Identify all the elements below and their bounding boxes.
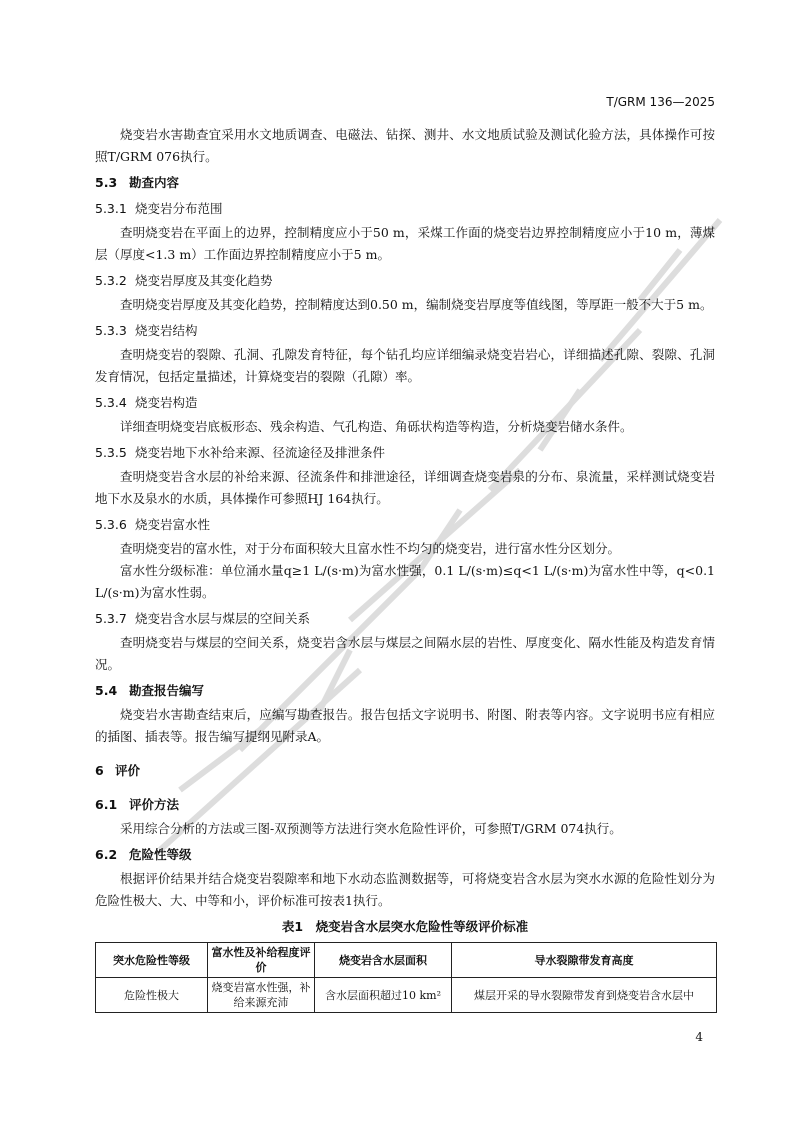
subsection-heading: 5.3.3 烧变岩结构 <box>95 323 198 338</box>
paragraph: 详细查明烧变岩底板形态、残余构造、气孔构造、角砾状构造等构造，分析烧变岩储水条件。 <box>120 419 633 434</box>
page-number: 4 <box>695 1030 703 1044</box>
doc-code: T/GRM 136—2025 <box>606 95 715 109</box>
risk-table <box>95 942 717 1013</box>
table-header-cell: 突水危险性等级 <box>96 943 208 978</box>
table-header-row <box>96 943 717 978</box>
table-row <box>96 978 717 1013</box>
table-cell: 烧变岩富水性强，补给来源充沛 <box>208 978 315 1013</box>
paragraph: 查明烧变岩的裂隙、孔洞、孔隙发育特征，每个钻孔均应详细编录烧变岩岩心，详细描述孔隙、裂隙、孔洞发育情况，包括定量描述，计算烧变岩的裂隙（孔隙）率。 <box>95 347 715 384</box>
table-header-cell: 烧变岩含水层面积 <box>315 943 452 978</box>
paragraph: 查明烧变岩的富水性，对于分布面积较大且富水性不均匀的烧变岩，进行富水性分区划分。 <box>120 541 621 556</box>
section-heading: 5.4 勘查报告编写 <box>95 683 205 698</box>
main-content <box>95 124 715 1013</box>
table-cell: 危险性极大 <box>96 978 208 1013</box>
paragraph: 根据评价结果并结合烧变岩裂隙率和地下水动态监测数据等，可将烧变岩含水层为突水水源的危险性划分为危险性极大、大、中等和小，评价标准可按表1执行。 <box>95 871 715 908</box>
paragraph: 查明烧变岩在平面上的边界，控制精度应小于50 m，采煤工作面的烧变岩边界控制精度应小于10 m，薄煤层（厚度<1.3 m）工作面边界控制精度应小于5 m。 <box>95 225 715 262</box>
paragraph: 富水性分级标准：单位涌水量q≥1 L/(s·m)为富水性强，0.1 L/(s·m)≤q<1 L/(s·m)为富水性中等，q<0.1 L/(s·m)为富水性弱。 <box>95 563 715 600</box>
paragraph: 采用综合分析的方法或三图-双预测等方法进行突水危险性评价，可参照T/GRM 074执行。 <box>120 821 622 836</box>
paragraph: 查明烧变岩与煤层的空间关系，烧变岩含水层与煤层之间隔水层的岩性、厚度变化、隔水性能及构造发育情况。 <box>95 635 715 672</box>
subsection-heading: 5.3.7 烧变岩含水层与煤层的空间关系 <box>95 611 311 626</box>
chapter-heading: 6 评价 <box>95 763 141 778</box>
subsection-heading: 5.3.4 烧变岩构造 <box>95 395 198 410</box>
section-heading: 5.3 勘查内容 <box>95 175 180 190</box>
table-cell: 含水层面积超过10 km² <box>315 978 452 1013</box>
table-cell: 煤层开采的导水裂隙带发育到烧变岩含水层中 <box>452 978 717 1013</box>
subsection-heading: 5.3.5 烧变岩地下水补给来源、径流途径及排泄条件 <box>95 445 386 460</box>
paragraph: 查明烧变岩厚度及其变化趋势，控制精度达到0.50 m，编制烧变岩厚度等值线图，等厚距一般不大于5 m。 <box>120 297 713 312</box>
paragraph: 烧变岩水害勘查宜采用水文地质调查、电磁法、钻探、测井、水文地质试验及测试化验方法，具体操作可按照T/GRM 076执行。 <box>95 127 715 164</box>
section-heading: 6.1 评价方法 <box>95 797 180 812</box>
table-header-cell: 导水裂隙带发育高度 <box>452 943 717 978</box>
paragraph: 烧变岩水害勘查结束后，应编写勘查报告。报告包括文字说明书、附图、附表等内容。文字说明书应有相应的插图、插表等。报告编写提纲见附录A。 <box>95 707 715 744</box>
subsection-heading: 5.3.6 烧变岩富水性 <box>95 517 211 532</box>
table-caption: 表1 烧变岩含水层突水危险性等级评价标准 <box>281 919 529 934</box>
paragraph: 查明烧变岩含水层的补给来源、径流条件和排泄途径，详细调查烧变岩泉的分布、泉流量，采样测试烧变岩地下水及泉水的水质，具体操作可参照HJ 164执行。 <box>95 469 715 506</box>
section-heading: 6.2 危险性等级 <box>95 847 192 862</box>
table-header-cell: 富水性及补给程度评价 <box>208 943 315 978</box>
subsection-heading: 5.3.1 烧变岩分布范围 <box>95 201 223 216</box>
subsection-heading: 5.3.2 烧变岩厚度及其变化趋势 <box>95 273 273 288</box>
